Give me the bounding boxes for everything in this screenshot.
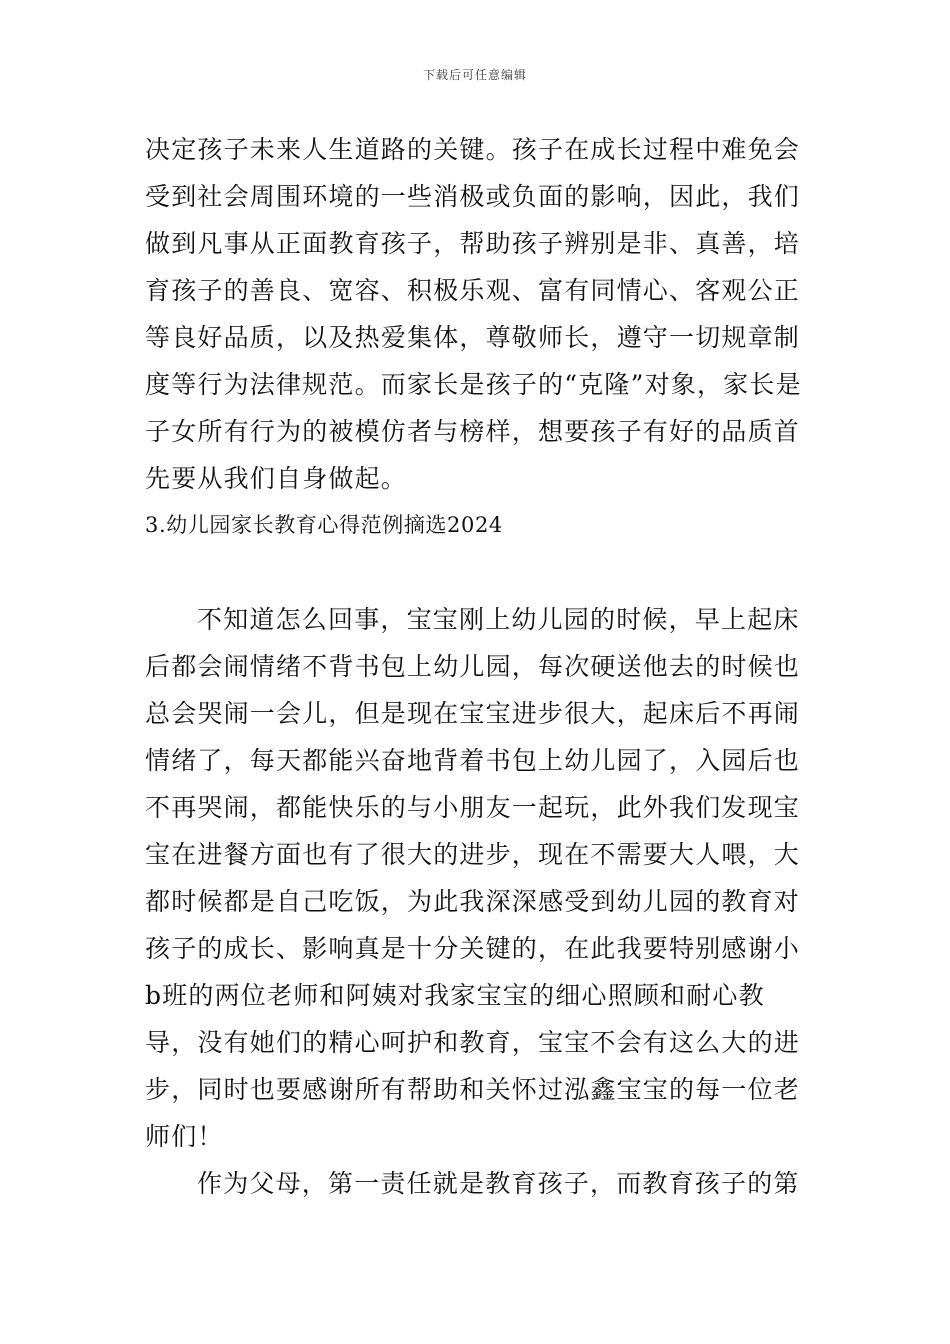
document-body bbox=[145, 126, 810, 1207]
header-note: 下载后可任意编辑 bbox=[422, 68, 527, 82]
paragraph-continued: 决定孩子未来人生道路的关键。孩子在成长过程中难免会受到社会周围环境的一些消极或负面的影响，因此，我们做到凡事从正面教育孩子，帮助孩子辨别是非、真善，培育孩子的善良、宽容、积极乐观、富有同情心、客观公正等良好品质，以及热爱集体，尊敬师长，遵守一切规章制度等行为法律规范。而家长是孩子的“克隆”对象，家长是子女所有行为的被模仿者与榜样，想要孩子有好的品质首先要从我们自身做起。 bbox=[145, 135, 802, 493]
blank-line bbox=[145, 549, 810, 596]
paragraph-1: 不知道怎么回事，宝宝刚上幼儿园的时候，早上起床后都会闹情绪不背书包上幼儿园，每次硬送他去的时候也总会哭闹一会儿，但是现在宝宝进步很大，起床后不再闹情绪了，每天都能兴奋地背着书包上幼儿园了，入园后也不再哭闹，都能快乐的与小朋友一起玩，此外我们发现宝宝在进餐方面也有了很大的进步，现在不需要大人喂，大都时候都是自己吃饭，为此我深深感受到幼儿园的教育对孩子的成长、影响真是十分关键的，在此我要特别感谢小b班的两位老师和阿姨对我家宝宝的细心照顾和耐心教导，没有她们的精心呵护和教育，宝宝不会有这么大的进步，同时也要感谢所有帮助和关怀过泓鑫宝宝的每一位老师们！ bbox=[145, 605, 801, 1151]
paragraph-2: 作为父母，第一责任就是教育孩子，而教育孩子的第 bbox=[197, 1169, 800, 1198]
section-heading: 3.幼儿园家长教育心得范例摘选2024 bbox=[145, 513, 503, 537]
